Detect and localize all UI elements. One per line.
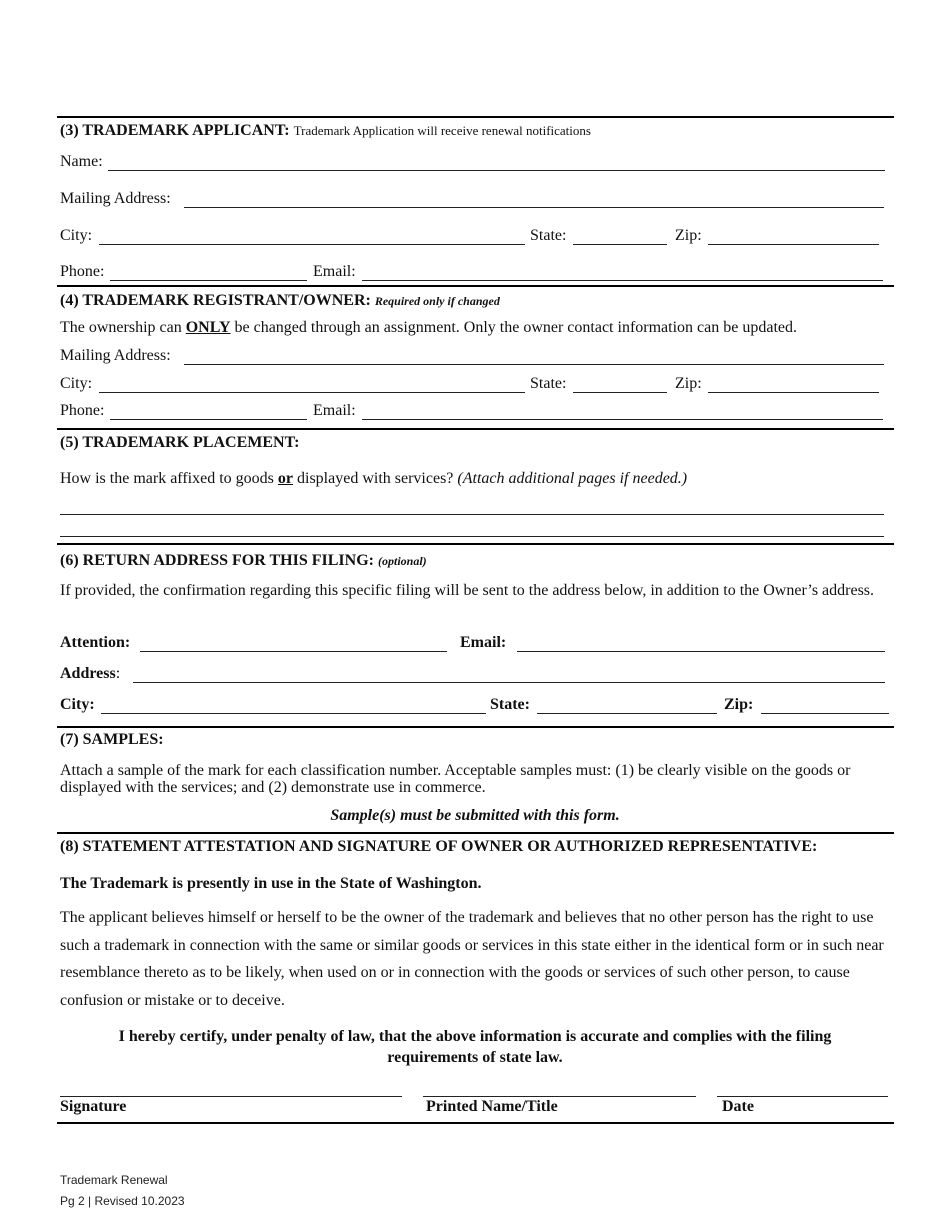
s5-answer-line-1[interactable]: [60, 514, 884, 515]
date-field[interactable]: [717, 1096, 888, 1097]
s4-zip-label: Zip:: [675, 375, 702, 392]
s6-city-field[interactable]: [101, 713, 486, 714]
s4-email-field[interactable]: [362, 419, 883, 420]
s6-email-label: Email:: [460, 634, 507, 651]
s3-phone-field[interactable]: [110, 280, 307, 281]
s3-name-label: Name:: [60, 153, 103, 170]
s7-paragraph: Attach a sample of the mark for each classification number. Acceptable samples must: (1) be clearly visible on the goods or displayed with the services; and (2) demonstrate use in commerce.: [60, 762, 851, 796]
section-8-bottom-rule: [57, 1122, 894, 1124]
section-7-top-rule: [57, 726, 894, 728]
s5-question-note: (Attach additional pages if needed.): [457, 470, 688, 487]
s4-ownership-text: [60, 320, 797, 336]
s3-zip-label: Zip:: [675, 227, 702, 244]
s6-address-label: Address: [60, 665, 116, 682]
s6-attention-label: Attention:: [60, 634, 131, 651]
s6-attention-field[interactable]: [140, 651, 447, 652]
s4-state-label: State:: [530, 375, 567, 392]
s3-name-field[interactable]: [108, 170, 885, 171]
s6-paragraph: If provided, the confirmation regarding this specific filing will be sent to the address below, in addition to the Owner’s address.: [60, 582, 875, 599]
s8-in-use-statement: The Trademark is presently in use in the State of Washington.: [60, 875, 482, 892]
s8-paragraph: The applicant believes himself or herself to be the owner of the trademark and believes that no other person has the right to use such a trademark in connection with the same or similar goods or services in this state either in the identical form or in such near resemblance thereto as to be likely, when used on or in connection with the goods or services of such other person, to cause confusion or mistake or to deceive.: [60, 909, 884, 1009]
s3-city-field[interactable]: [99, 244, 525, 245]
s4-mailing-label: Mailing Address:: [60, 347, 171, 364]
s4-phone-label: Phone:: [60, 402, 105, 419]
s6-email-field[interactable]: [517, 651, 885, 652]
printed-name-field[interactable]: [423, 1096, 696, 1097]
s3-phone-label: Phone:: [60, 263, 105, 280]
s6-zip-label: Zip:: [724, 696, 754, 713]
s4-state-field[interactable]: [573, 392, 667, 393]
section-6-top-rule: [57, 543, 894, 545]
s4-city-label: City:: [60, 375, 93, 392]
s3-mailing-field[interactable]: [184, 207, 884, 208]
s4-mailing-field[interactable]: [184, 364, 884, 365]
s3-city-label: City:: [60, 227, 93, 244]
s5-question: [60, 471, 687, 487]
date-label: Date: [722, 1098, 754, 1115]
signature-field[interactable]: [60, 1096, 402, 1097]
section-4-heading-row: [60, 293, 500, 309]
section-7-heading: (7) SAMPLES:: [60, 731, 164, 748]
s3-state-field[interactable]: [573, 244, 667, 245]
s4-email-label: Email:: [313, 402, 356, 419]
s6-city-label: City:: [60, 696, 95, 713]
s5-question-pre: How is the mark affixed to goods: [60, 470, 278, 487]
section-8-heading: (8) STATEMENT ATTESTATION AND SIGNATURE OF OWNER OR AUTHORIZED REPRESENTATIVE:: [60, 838, 818, 855]
section-5-heading: (5) TRADEMARK PLACEMENT:: [60, 434, 300, 451]
s6-address-label-row: [60, 666, 120, 682]
printed-name-label: Printed Name/Title: [426, 1098, 558, 1115]
section-3-note: Trademark Application will receive renewal notifications: [293, 123, 591, 138]
s3-mailing-label: Mailing Address:: [60, 190, 171, 207]
s6-address-colon: :: [115, 665, 121, 682]
section-4-heading: (4) TRADEMARK REGISTRANT/OWNER:: [60, 292, 371, 309]
s4-ownership-pre: The ownership can: [60, 319, 186, 336]
section-5-top-rule: [57, 428, 894, 430]
section-6-note: (optional): [377, 554, 427, 568]
section-3-heading-row: [60, 123, 591, 139]
s4-ownership-emph: ONLY: [185, 319, 231, 336]
s4-city-field[interactable]: [99, 392, 525, 393]
s6-state-label: State:: [490, 696, 530, 713]
footer-page-info: Pg 2 | Revised 10.2023: [60, 1194, 185, 1208]
section-6-heading-row: [60, 553, 427, 569]
s3-email-field[interactable]: [362, 280, 883, 281]
s5-answer-line-2[interactable]: [60, 536, 884, 537]
section-4-note: Required only if changed: [374, 294, 500, 308]
section-4-top-rule: [57, 285, 894, 287]
s3-email-label: Email:: [313, 263, 356, 280]
s4-phone-field[interactable]: [110, 419, 307, 420]
s5-question-emph: or: [277, 470, 293, 487]
s3-zip-field[interactable]: [708, 244, 879, 245]
s4-zip-field[interactable]: [708, 392, 879, 393]
s6-address-field[interactable]: [133, 682, 885, 683]
s8-certify: I hereby certify, under penalty of law, that the above information is accurate and complies with the filing requirements of state law.: [118, 1028, 832, 1066]
s4-ownership-post: be changed through an assignment. Only the owner contact information can be updated.: [230, 319, 797, 336]
footer-title: Trademark Renewal: [60, 1173, 168, 1187]
signature-label: Signature: [60, 1098, 127, 1115]
s7-notice: Sample(s) must be submitted with this form.: [330, 807, 620, 824]
section-6-heading: (6) RETURN ADDRESS FOR THIS FILING:: [60, 552, 374, 569]
s3-state-label: State:: [530, 227, 567, 244]
section-3-heading: (3) TRADEMARK APPLICANT:: [60, 122, 290, 139]
s5-question-post: displayed with services?: [293, 470, 458, 487]
section-8-top-rule: [57, 832, 894, 834]
s6-zip-field[interactable]: [761, 713, 889, 714]
s6-state-field[interactable]: [537, 713, 717, 714]
section-3-top-rule: [57, 116, 894, 118]
